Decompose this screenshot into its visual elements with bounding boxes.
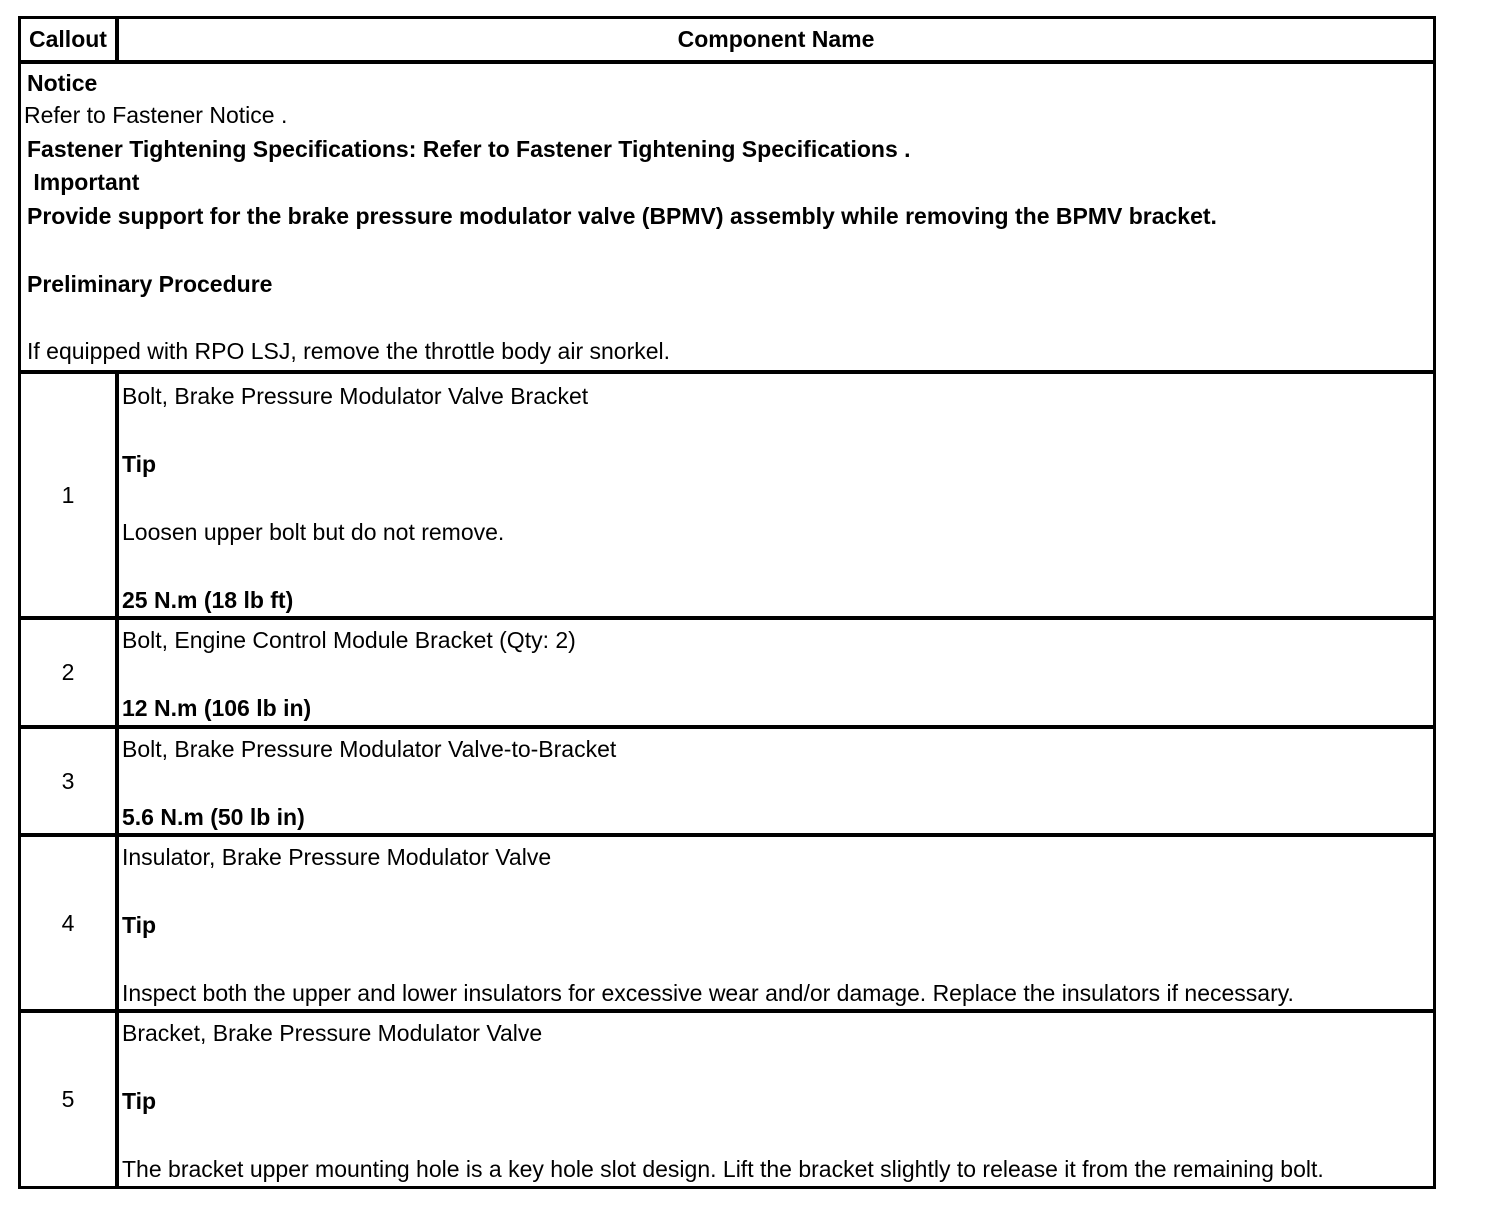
component-name: Bolt, Engine Control Module Bracket (Qty: 2) bbox=[122, 627, 576, 653]
table-row bbox=[21, 374, 1433, 616]
callout-number: 2 bbox=[61, 659, 75, 685]
tip-text: The bracket upper mounting hole is a key hole slot design. Lift the bracket slightly to release it from the remaining bolt. bbox=[122, 1156, 1324, 1182]
fastener-spec: Fastener Tightening Specifications: Refer to Fastener Tightening Specifications . bbox=[27, 135, 911, 162]
component-cell bbox=[122, 732, 1429, 834]
component-cell bbox=[122, 840, 1429, 1010]
notice-text: Refer to Fastener Notice . bbox=[24, 101, 288, 128]
tip-text: Loosen upper bolt but do not remove. bbox=[122, 519, 505, 545]
component-cell bbox=[122, 623, 1429, 725]
header-component-name: Component Name bbox=[677, 26, 875, 52]
spacer bbox=[122, 413, 1429, 447]
spacer bbox=[122, 481, 1429, 515]
torque-spec: 5.6 N.m (50 lb in) bbox=[122, 804, 305, 830]
spacer bbox=[122, 1050, 1429, 1084]
table-row bbox=[21, 729, 1433, 833]
spacer bbox=[122, 766, 1429, 800]
callout-number: 3 bbox=[61, 767, 75, 794]
preliminary-heading: Preliminary Procedure bbox=[27, 270, 273, 297]
torque-spec: 12 N.m (106 lb in) bbox=[122, 695, 312, 721]
notice-heading: Notice bbox=[27, 70, 98, 96]
callout-number: 5 bbox=[61, 1086, 75, 1112]
callout-number: 1 bbox=[61, 481, 75, 508]
tip-label: Tip bbox=[122, 912, 157, 938]
spacer bbox=[24, 234, 1429, 268]
spacer bbox=[24, 302, 1429, 336]
spacer bbox=[122, 1118, 1429, 1152]
component-table bbox=[18, 16, 1436, 1189]
preamble-block bbox=[24, 67, 1429, 369]
torque-spec: 25 N.m (18 lb ft) bbox=[122, 587, 294, 613]
header-callout: Callout bbox=[29, 26, 107, 52]
table-row bbox=[21, 620, 1433, 725]
row-separator bbox=[21, 60, 1433, 64]
component-cell bbox=[122, 379, 1429, 617]
component-name: Bracket, Brake Pressure Modulator Valve bbox=[122, 1020, 543, 1046]
component-name: Bolt, Brake Pressure Modulator Valve-to-Bracket bbox=[122, 736, 617, 762]
component-name: Bolt, Brake Pressure Modulator Valve Bracket bbox=[122, 383, 589, 409]
tip-label: Tip bbox=[122, 1088, 157, 1114]
tip-text: Inspect both the upper and lower insulators for excessive wear and/or damage. Replace the insulators if necessary. bbox=[122, 980, 1294, 1006]
preliminary-text: If equipped with RPO LSJ, remove the throttle body air snorkel. bbox=[27, 338, 671, 365]
table-row bbox=[21, 1013, 1433, 1186]
spacer bbox=[122, 549, 1429, 583]
important-text: Provide support for the brake pressure modulator valve (BPMV) assembly while removing the BPMV bracket. bbox=[27, 203, 1217, 230]
table-row bbox=[21, 837, 1433, 1009]
spacer bbox=[122, 942, 1429, 976]
header-row bbox=[21, 19, 1433, 60]
spacer bbox=[122, 657, 1429, 691]
component-name: Insulator, Brake Pressure Modulator Valve bbox=[122, 844, 552, 870]
callout-number: 4 bbox=[61, 909, 75, 936]
spacer bbox=[122, 874, 1429, 908]
header-divider bbox=[115, 19, 119, 60]
important-heading: Important bbox=[27, 169, 140, 196]
component-cell bbox=[122, 1016, 1429, 1186]
tip-label: Tip bbox=[122, 451, 157, 477]
